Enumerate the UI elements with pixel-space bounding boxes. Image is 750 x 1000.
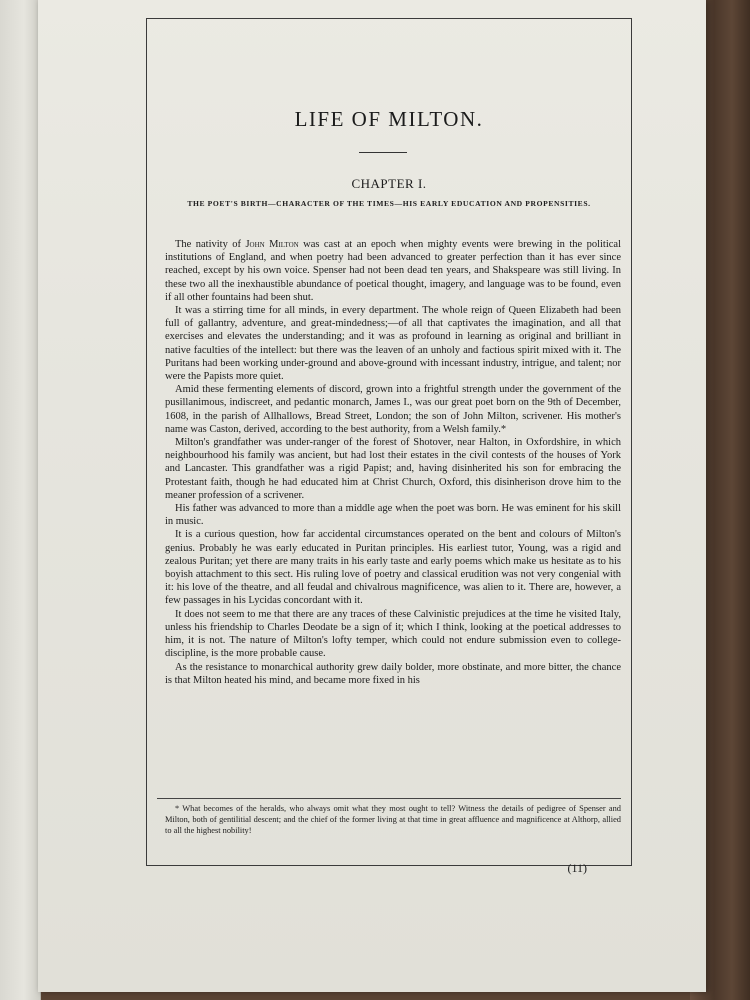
book-page (38, 0, 706, 992)
paragraph-4: Milton's grandfather was under-ranger of the forest of Shotover, near Halton, in Oxfordshire, in which neighbourhood his family was ancient, but had lost their estates in the civil contests of the houses of York and Lancaster. This grandfather was a rigid Papist; and, having disinherited his son for embracing the Protestant faith, though he had educated him at Christ Church, Oxford, this disinherison drove him to the meaner profession of a scrivener. (165, 437, 621, 501)
page-border-frame (146, 18, 632, 875)
footnote: * What becomes of the heralds, who always omit what they most ought to tell? Witness the details of pedigree of Spenser and Milton, both of gentilitial descent; and the chief of the former living at that time in great affluence and magnificence at Althorp, allied to all the highest nobility! (165, 804, 621, 836)
paragraph-7: It does not seem to me that there are any traces of these Calvinistic prejudices at the time he visited Italy, unless his friendship to Charles Deodate be a sign of it; which I think, looking at the poetical addresses to him, it is not. The nature of Milton's lofty temper, which could not endure submission even to college-discipline, is the more probable cause. (165, 608, 621, 660)
chapter-subtitle: THE POET'S BIRTH—CHARACTER OF THE TIMES—HIS EARLY EDUCATION AND PROPENSITIES. (187, 199, 591, 208)
author-name-small-caps: John Milton (245, 239, 299, 250)
page-title: LIFE OF MILTON. (294, 107, 484, 131)
facing-page-edge (0, 0, 41, 1000)
paragraph-2: It was a stirring time for all minds, in every department. The whole reign of Queen Elizabeth had been full of gallantry, adventure, and great-mindedness;—of all that captivates the imagination, and all that exercises and elevates the understanding; and it was as profound in learning as original and brilliant in native faculties of the intellect: but there was the leaven of an unholy and factious spirit mixed with it. The Puritans had been working under-ground and above-ground with incessant industry, intrigue, and talent; nor were the Papists more quiet. (165, 305, 621, 383)
footnote-divider (157, 798, 621, 799)
paragraph-3: Amid these fermenting elements of discord, grown into a frightful strength under the government of the pusillanimous, indiscreet, and pedantic monarch, James I., was our great poet born on the 9th of December, 1608, in the parish of Allhallows, Bread Street, London; the son of John Milton, scrivener. His mother's name was Caston, derived, according to the best authority, from a Welsh family.* (165, 384, 621, 435)
paragraph-1 (165, 238, 621, 304)
page-number: (11) (567, 861, 587, 875)
paragraph-1-text: he nativity of John Milton was cast at an epoch when mighty events were brewing in the political institutions of England, and when poetry had been advanced to greater perfection than it has ever since reached, except by his own voice. Spenser had not been dead ten years, and Shakspeare was still living. In these two all the inexhaustible abundance of poetical thought, imagery, and language was to be found, even if all other fountains had been shut. (165, 239, 621, 303)
title-divider (359, 152, 407, 153)
first-letter: T (175, 239, 182, 250)
body-text (165, 238, 621, 687)
chapter-heading: CHAPTER I. (351, 176, 427, 191)
paragraph-6: It is a curious question, how far accidental circumstances operated on the bent and colours of Milton's genius. Probably he was early educated in Puritan principles. His earliest tutor, Young, was a rigid and zealous Puritan; yet there are many traits in his early taste and early poems which make us hesitate as to his boyish attachment to this sect. His ruling love of poetry and classical erudition was not very congenial with it: his love of the theatre, and all feudal and chivalrous magnificence, was alien to it. There are, however, a few passages in his Lycidas concordant with it. (165, 529, 621, 607)
paragraph-5: His father was advanced to more than a middle age when the poet was born. He was eminent for his skill in music. (165, 503, 621, 528)
paragraph-8: As the resistance to monarchical authority grew daily bolder, more obstinate, and more bitter, the chance is that Milton heated his mind, and became more fixed in his (165, 661, 621, 686)
